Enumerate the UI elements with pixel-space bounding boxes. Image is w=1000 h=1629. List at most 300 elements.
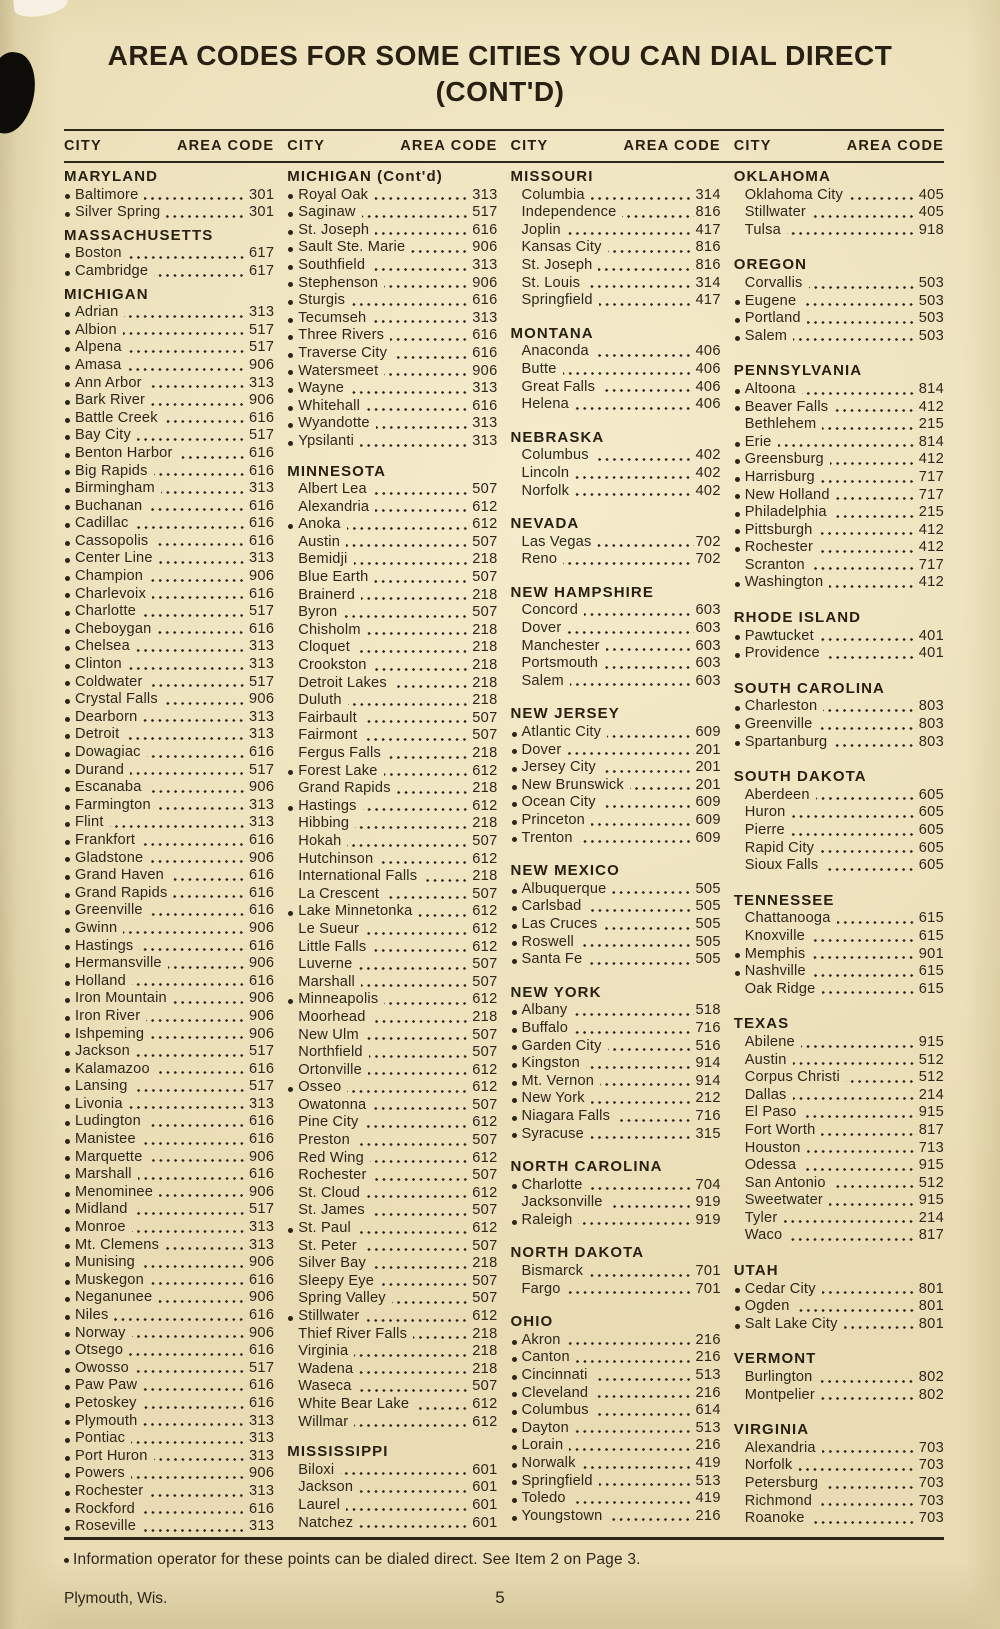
city-row bbox=[64, 1166, 274, 1184]
city-row bbox=[287, 974, 497, 992]
dot-leader bbox=[148, 375, 247, 393]
bullet-icon bbox=[512, 1375, 517, 1380]
bullet-icon bbox=[735, 1324, 740, 1329]
bullet-icon bbox=[512, 820, 517, 825]
area-code: 616 bbox=[249, 1113, 275, 1130]
dot-leader bbox=[608, 1038, 694, 1056]
state-section bbox=[511, 1158, 721, 1229]
bullet-icon bbox=[512, 1184, 517, 1189]
bullet-icon bbox=[65, 541, 70, 546]
bullet-icon bbox=[735, 724, 740, 729]
dot-leader bbox=[411, 239, 470, 257]
city-row bbox=[511, 1402, 721, 1420]
area-code: 612 bbox=[472, 850, 498, 867]
area-code: 218 bbox=[472, 692, 498, 709]
city-row bbox=[64, 744, 274, 762]
city-row bbox=[511, 1437, 721, 1455]
city-name: Waseca bbox=[298, 1378, 352, 1395]
dot-leader bbox=[128, 339, 247, 357]
dot-leader bbox=[365, 921, 470, 939]
dot-leader bbox=[142, 1518, 247, 1536]
area-code: 701 bbox=[695, 1280, 721, 1297]
city-row bbox=[287, 257, 497, 275]
area-code: 505 bbox=[695, 951, 721, 968]
city-name: Pierre bbox=[744, 822, 785, 838]
city-row bbox=[511, 1108, 721, 1126]
city-header-label: CITY bbox=[64, 138, 102, 154]
area-code: 616 bbox=[472, 292, 498, 309]
area-code: 216 bbox=[695, 1437, 721, 1454]
area-code: 201 bbox=[695, 741, 721, 758]
dot-leader bbox=[597, 534, 693, 552]
city-name: Charlevoix bbox=[75, 585, 146, 602]
city-row bbox=[64, 603, 274, 621]
state-section bbox=[734, 1421, 944, 1528]
city-name: Osseo bbox=[298, 1079, 342, 1096]
area-code: 914 bbox=[695, 1055, 721, 1072]
city-name: Stillwater bbox=[744, 204, 806, 221]
city-name: Preston bbox=[298, 1132, 350, 1149]
state-header: TENNESSEE bbox=[733, 891, 835, 909]
bullet-icon bbox=[735, 635, 740, 640]
area-code: 405 bbox=[918, 186, 944, 203]
bullet-icon bbox=[65, 576, 70, 581]
city-row bbox=[734, 1140, 944, 1158]
dot-leader bbox=[363, 727, 470, 745]
dot-leader bbox=[567, 1332, 694, 1350]
bullet-icon bbox=[735, 336, 740, 341]
area-code: 906 bbox=[249, 1289, 275, 1306]
city-row bbox=[64, 304, 274, 322]
dot-leader bbox=[791, 822, 917, 840]
city-name: Rockford bbox=[75, 1500, 135, 1517]
city-name: Crookston bbox=[298, 657, 367, 674]
dot-leader bbox=[824, 1475, 917, 1493]
dot-leader bbox=[148, 498, 247, 516]
city-row bbox=[64, 1219, 274, 1237]
dot-leader bbox=[608, 239, 694, 257]
area-code: 906 bbox=[249, 356, 275, 373]
state-section bbox=[734, 168, 944, 239]
area-code: 605 bbox=[918, 839, 944, 856]
area-code: 802 bbox=[918, 1386, 944, 1403]
city-name: Spring Valley bbox=[298, 1290, 386, 1307]
city-row bbox=[287, 710, 497, 728]
area-code: 716 bbox=[695, 1107, 721, 1124]
bullet-icon bbox=[65, 1051, 70, 1056]
area-code: 507 bbox=[472, 1044, 498, 1061]
area-code: 505 bbox=[695, 933, 721, 950]
dot-leader bbox=[796, 1298, 917, 1316]
bullet-icon bbox=[65, 194, 70, 199]
dot-leader bbox=[366, 1185, 470, 1203]
area-code: 817 bbox=[918, 1121, 944, 1138]
city-row bbox=[734, 1298, 944, 1316]
city-name: New Brunswick bbox=[521, 776, 624, 793]
state-section bbox=[511, 168, 721, 310]
area-code: 906 bbox=[249, 1324, 275, 1341]
footnote bbox=[64, 1551, 944, 1569]
city-row bbox=[287, 239, 497, 257]
city-row bbox=[511, 447, 721, 465]
bullet-icon bbox=[512, 767, 517, 772]
dot-leader bbox=[143, 1413, 247, 1431]
dot-leader bbox=[567, 1281, 694, 1299]
area-code: 417 bbox=[695, 292, 721, 309]
area-code: 816 bbox=[695, 239, 721, 256]
city-name: Blue Earth bbox=[298, 569, 369, 586]
bullet-icon bbox=[512, 1133, 517, 1138]
city-name: Natchez bbox=[298, 1514, 354, 1531]
bullet-icon bbox=[65, 1227, 70, 1232]
city-name: Rochester bbox=[298, 1167, 367, 1184]
bullet-icon bbox=[65, 1033, 70, 1038]
city-name: St. James bbox=[298, 1202, 365, 1219]
city-row bbox=[64, 955, 274, 973]
city-name: Benton Harbor bbox=[75, 444, 173, 461]
bullet-icon bbox=[65, 963, 70, 968]
city-name: Fargo bbox=[521, 1280, 561, 1297]
bullet-icon bbox=[288, 1228, 293, 1233]
city-name: International Falls bbox=[298, 868, 418, 885]
area-code: 615 bbox=[918, 963, 944, 980]
area-code: 218 bbox=[472, 1255, 498, 1272]
dot-leader bbox=[384, 991, 470, 1009]
city-row bbox=[64, 463, 274, 481]
city-row bbox=[511, 1332, 721, 1350]
city-name: Sioux Falls bbox=[744, 857, 819, 874]
city-name: Clinton bbox=[75, 656, 122, 673]
city-row bbox=[734, 381, 944, 399]
city-name: Ludington bbox=[75, 1113, 141, 1130]
area-code: 616 bbox=[249, 831, 275, 848]
city-row bbox=[511, 1055, 721, 1073]
state-section bbox=[64, 227, 274, 281]
state-section bbox=[511, 862, 721, 969]
dot-leader bbox=[151, 392, 247, 410]
city-row bbox=[64, 726, 274, 744]
area-code: 216 bbox=[695, 1331, 721, 1348]
city-row bbox=[511, 187, 721, 205]
city-name: Laurel bbox=[298, 1496, 341, 1513]
bullet-icon bbox=[65, 212, 70, 217]
area-code: 313 bbox=[249, 814, 275, 831]
dot-leader bbox=[798, 1457, 916, 1475]
city-row bbox=[734, 910, 944, 928]
area-code: 218 bbox=[472, 621, 498, 638]
city-row bbox=[64, 568, 274, 586]
dot-leader bbox=[413, 1326, 470, 1344]
bullet-icon bbox=[65, 840, 70, 845]
bullet-icon bbox=[512, 959, 517, 964]
city-name: Columbia bbox=[521, 186, 585, 203]
dot-leader bbox=[793, 1087, 917, 1105]
city-row bbox=[64, 1289, 274, 1307]
area-code: 701 bbox=[695, 1263, 721, 1280]
dot-leader bbox=[143, 709, 247, 727]
area-code: 915 bbox=[918, 1157, 944, 1174]
city-row bbox=[734, 734, 944, 752]
dot-leader bbox=[589, 1177, 694, 1195]
city-name: Dayton bbox=[521, 1419, 569, 1436]
dot-leader bbox=[822, 416, 916, 434]
area-code: 412 bbox=[918, 398, 944, 415]
city-name: Rapid City bbox=[744, 839, 815, 856]
dot-leader bbox=[166, 204, 247, 222]
dot-leader bbox=[374, 187, 470, 205]
dot-leader bbox=[179, 445, 247, 463]
dot-leader bbox=[600, 1073, 693, 1091]
dot-leader bbox=[358, 1378, 471, 1396]
state-header: NORTH DAKOTA bbox=[510, 1244, 645, 1262]
city-name: Cassopolis bbox=[75, 532, 149, 549]
city-name: Abilene bbox=[744, 1033, 795, 1050]
area-code: 906 bbox=[249, 691, 275, 708]
dot-leader bbox=[824, 857, 916, 875]
city-row bbox=[734, 1122, 944, 1140]
city-name: Marshall bbox=[298, 973, 355, 990]
area-code: 803 bbox=[918, 716, 944, 733]
dot-leader bbox=[802, 293, 916, 311]
city-row bbox=[64, 480, 274, 498]
dot-leader bbox=[834, 399, 916, 417]
area-code-header-label: AREA CODE bbox=[400, 138, 498, 154]
city-name: Bay City bbox=[75, 427, 131, 444]
city-name: New Holland bbox=[744, 486, 830, 503]
bullet-icon bbox=[288, 370, 293, 375]
city-name: Owatonna bbox=[298, 1096, 367, 1113]
area-code: 507 bbox=[472, 1026, 498, 1043]
city-name: Grand Rapids bbox=[75, 884, 168, 901]
city-name: Las Cruces bbox=[521, 915, 598, 932]
area-code: 614 bbox=[695, 1402, 721, 1419]
area-code: 517 bbox=[249, 427, 275, 444]
area-code: 507 bbox=[472, 1132, 498, 1149]
dot-leader bbox=[608, 1508, 693, 1526]
city-row bbox=[287, 1079, 497, 1097]
city-name: Scranton bbox=[744, 556, 805, 573]
dot-leader bbox=[590, 1126, 694, 1144]
city-name: Greenville bbox=[744, 716, 813, 733]
area-code: 919 bbox=[695, 1194, 721, 1211]
bullet-icon bbox=[512, 785, 517, 790]
city-row bbox=[511, 257, 721, 275]
area-code: 717 bbox=[918, 468, 944, 485]
bullet-icon bbox=[512, 802, 517, 807]
city-name: Philadelphia bbox=[744, 504, 827, 521]
city-row bbox=[734, 293, 944, 311]
city-row bbox=[64, 375, 274, 393]
area-code: 313 bbox=[472, 186, 498, 203]
bullet-icon bbox=[288, 1087, 293, 1092]
state-section bbox=[64, 168, 274, 222]
city-name: Plymouth bbox=[75, 1412, 138, 1429]
city-row bbox=[734, 1369, 944, 1387]
city-row bbox=[734, 1087, 944, 1105]
bullet-icon bbox=[65, 752, 70, 757]
dot-leader bbox=[363, 1238, 470, 1256]
area-code: 517 bbox=[249, 339, 275, 356]
city-row bbox=[511, 1038, 721, 1056]
dot-leader bbox=[836, 487, 917, 505]
dot-leader bbox=[139, 938, 247, 956]
area-code: 313 bbox=[249, 1095, 275, 1112]
city-name: Ogden bbox=[744, 1298, 790, 1315]
city-row bbox=[734, 1192, 944, 1210]
bullet-icon bbox=[65, 418, 70, 423]
city-row bbox=[64, 1008, 274, 1026]
city-name: Fort Worth bbox=[744, 1121, 816, 1138]
city-name: Salem bbox=[744, 327, 788, 344]
city-row bbox=[64, 638, 274, 656]
bullet-icon bbox=[65, 1385, 70, 1390]
dot-leader bbox=[135, 1360, 247, 1378]
city-row bbox=[734, 928, 944, 946]
city-name: Muskegon bbox=[75, 1271, 144, 1288]
bullet-icon bbox=[65, 1086, 70, 1091]
area-code: 401 bbox=[918, 645, 944, 662]
city-row bbox=[734, 645, 944, 663]
dot-leader bbox=[128, 245, 247, 263]
area-code: 906 bbox=[249, 849, 275, 866]
city-row bbox=[511, 620, 721, 638]
city-name: Greensburg bbox=[744, 451, 824, 468]
dot-leader bbox=[131, 1465, 247, 1483]
city-name: Southfield bbox=[298, 256, 366, 273]
area-code: 517 bbox=[249, 603, 275, 620]
city-row bbox=[734, 1281, 944, 1299]
city-name: St. Peter bbox=[298, 1237, 357, 1254]
area-code: 516 bbox=[695, 1037, 721, 1054]
area-code: 616 bbox=[249, 1271, 275, 1288]
area-code: 507 bbox=[472, 1237, 498, 1254]
city-row bbox=[287, 1220, 497, 1238]
city-name: Oklahoma City bbox=[744, 186, 844, 203]
bullet-icon bbox=[65, 1508, 70, 1513]
area-code: 616 bbox=[472, 397, 498, 414]
area-code: 507 bbox=[472, 973, 498, 990]
city-name: Pine City bbox=[298, 1114, 359, 1131]
dot-leader bbox=[778, 434, 917, 452]
city-row bbox=[287, 204, 497, 222]
dot-leader bbox=[616, 1108, 693, 1126]
state-section bbox=[734, 256, 944, 345]
dot-leader bbox=[586, 1055, 694, 1073]
city-name: San Antonio bbox=[744, 1174, 826, 1191]
city-name: Charlotte bbox=[75, 603, 137, 620]
area-code: 906 bbox=[472, 239, 498, 256]
city-name: Grand Rapids bbox=[298, 780, 391, 797]
area-code: 615 bbox=[918, 927, 944, 944]
city-row bbox=[287, 310, 497, 328]
bullet-icon bbox=[735, 318, 740, 323]
city-row bbox=[511, 759, 721, 777]
dot-leader bbox=[818, 716, 916, 734]
city-row bbox=[287, 1378, 497, 1396]
dot-leader bbox=[346, 534, 470, 552]
city-row bbox=[287, 956, 497, 974]
area-code: 601 bbox=[472, 1514, 498, 1531]
dot-leader bbox=[793, 328, 917, 346]
dot-leader bbox=[575, 396, 694, 414]
dot-leader bbox=[606, 638, 694, 656]
dot-leader bbox=[366, 398, 470, 416]
dot-leader bbox=[788, 1227, 916, 1245]
area-code: 615 bbox=[918, 980, 944, 997]
area-code: 906 bbox=[249, 392, 275, 409]
city-name: Great Falls bbox=[521, 378, 596, 395]
city-name: Corpus Christi bbox=[744, 1069, 841, 1086]
city-name: Manchester bbox=[521, 637, 600, 654]
area-code: 816 bbox=[695, 256, 721, 273]
bullet-icon bbox=[65, 822, 70, 827]
state-header: NEW JERSEY bbox=[510, 705, 620, 723]
city-row bbox=[64, 1113, 274, 1131]
bullet-icon bbox=[65, 787, 70, 792]
bullet-icon bbox=[512, 837, 517, 842]
dot-leader bbox=[165, 1237, 247, 1255]
city-row bbox=[64, 1307, 274, 1325]
city-row bbox=[287, 1290, 497, 1308]
bullet-icon bbox=[735, 653, 740, 658]
area-code: 616 bbox=[249, 1377, 275, 1394]
state-section bbox=[734, 362, 944, 592]
dot-leader bbox=[591, 812, 694, 830]
dot-leader bbox=[602, 759, 694, 777]
bullet-icon bbox=[512, 1081, 517, 1086]
city-row bbox=[734, 963, 944, 981]
bullet-icon bbox=[65, 1104, 70, 1109]
city-row bbox=[287, 727, 497, 745]
city-name: Red Wing bbox=[298, 1149, 364, 1166]
table-column-4 bbox=[734, 168, 944, 1536]
city-name: Corvallis bbox=[744, 274, 803, 291]
state-section bbox=[734, 1350, 944, 1404]
dot-leader bbox=[589, 1263, 693, 1281]
area-code: 313 bbox=[249, 1430, 275, 1447]
bullet-icon bbox=[288, 265, 293, 270]
bullet-icon bbox=[65, 1209, 70, 1214]
city-name: Midland bbox=[75, 1201, 128, 1218]
state-header: NEW MEXICO bbox=[510, 862, 620, 880]
city-name: Spartanburg bbox=[744, 733, 828, 750]
bullet-icon bbox=[512, 1516, 517, 1521]
bullet-icon bbox=[65, 629, 70, 634]
dot-leader bbox=[563, 551, 693, 569]
city-row bbox=[734, 822, 944, 840]
city-row bbox=[287, 868, 497, 886]
city-row bbox=[287, 657, 497, 675]
city-name: Nashville bbox=[744, 963, 806, 980]
area-code: 906 bbox=[249, 1465, 275, 1482]
city-row bbox=[734, 1475, 944, 1493]
city-name: Birmingham bbox=[75, 480, 155, 497]
bullet-icon bbox=[512, 1116, 517, 1121]
bullet-icon bbox=[735, 389, 740, 394]
city-name: Washington bbox=[744, 574, 824, 591]
city-row bbox=[287, 921, 497, 939]
city-name: Kalamazoo bbox=[75, 1060, 150, 1077]
city-row bbox=[287, 380, 497, 398]
city-name: Springfield bbox=[521, 1472, 593, 1489]
dot-leader bbox=[365, 1308, 470, 1326]
area-code: 612 bbox=[472, 903, 498, 920]
area-code: 405 bbox=[918, 204, 944, 221]
city-row bbox=[511, 1420, 721, 1438]
bullet-icon bbox=[65, 1491, 70, 1496]
dot-leader bbox=[365, 1027, 470, 1045]
dot-leader bbox=[393, 345, 470, 363]
